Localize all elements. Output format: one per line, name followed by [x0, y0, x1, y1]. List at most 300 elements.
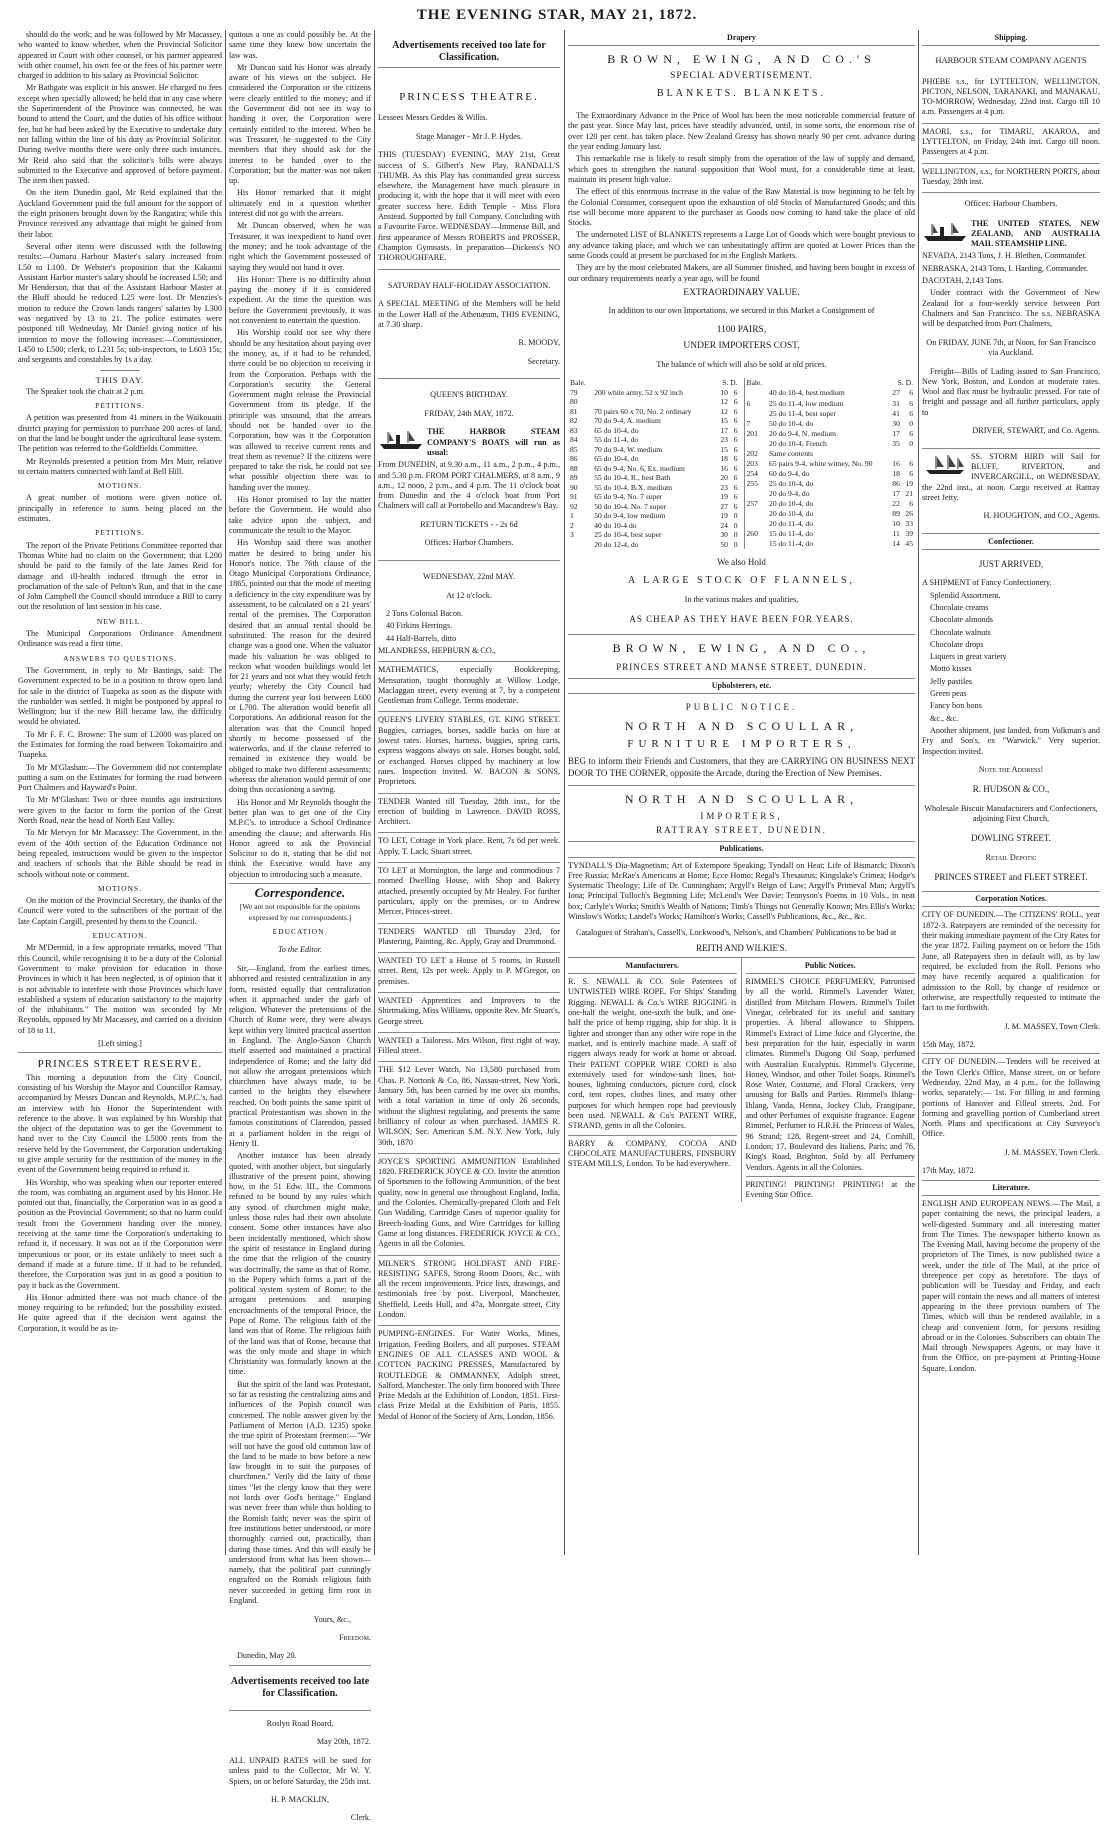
table-cell: 20: [720, 473, 728, 483]
table-row: [744, 509, 915, 519]
signer: Freedom.: [339, 1632, 371, 1642]
table-cell: 6: [733, 406, 738, 416]
table-cell: 6: [733, 435, 738, 445]
section-heading: MOTIONS.: [97, 481, 143, 491]
ad-half-holiday: [378, 270, 560, 380]
table-cell: 84: [570, 435, 578, 445]
table-cell: 22: [892, 499, 900, 508]
table-cell: 6: [909, 408, 913, 418]
small-ad: [378, 1154, 560, 1256]
paragraph: In the various makes and qualities,: [684, 594, 799, 604]
table-row: [568, 521, 740, 531]
ad-date: May 20th, 1872.: [316, 1737, 371, 1747]
firm-name: NORTH AND SCOULLAR,: [624, 718, 859, 733]
table-cell: 6: [733, 492, 738, 502]
ad-body: ALL UNPAID RATES will be sued for unless paid to the Collector, Mr W. Y. Spiers, on or before Saturday, the 25th inst.: [229, 1755, 371, 1786]
category-confectioner: Confectioner.: [922, 537, 1100, 550]
divider: [568, 634, 915, 635]
ad-body: WELLINGTON, s.s., for NORTHERN PORTS, about Tuesday, 28th inst.: [922, 166, 1100, 186]
ad-body: SS. STORM BIRD will Sail for BLUFF, RIVERTON, and INVERCARGILL, on WEDNESDAY, the 22nd inst., at noon. Cargo received at Rattray street Jetty.: [922, 451, 1100, 502]
table-row: [744, 398, 915, 408]
paragraph: His Honor admitted there was not much chance of the money requiring to be refunded; but the possibility existed. He quite agreed that if the decision went against the Corporation, it would be as in-: [18, 1292, 222, 1333]
address: PRINCES STREET and FLEET STREET.: [934, 871, 1088, 882]
table-cell: 55 do 11-4, do: [594, 435, 639, 445]
section-heading: NEW BILL.: [96, 616, 144, 626]
table-cell: 40 do 10-4, best medium: [769, 388, 845, 398]
disclaimer: [We are not responsible for the opinions expressed by our correspondents.]: [239, 902, 361, 922]
ad-role: Secretary.: [527, 356, 560, 366]
ad-offices: Offices: Harbor Chambers.: [424, 538, 514, 548]
paragraph: The balance of which will also be sold at old prices.: [656, 359, 827, 369]
table-cell: 70 pairs 60 x 70, No. 2 ordinary: [594, 406, 692, 416]
table-cell: 0: [733, 530, 738, 540]
table-cell: 19: [720, 511, 728, 521]
table-cell: 65 do 9-4, No. 7 super: [594, 492, 663, 502]
ad-date: 15th May, 1872.: [922, 1040, 976, 1050]
ad-signer: H. P. MACKLIN,: [271, 1795, 329, 1804]
paragraph: The Extraordinary Advance in the Price of Wool has been the most noticeable commercial feature of the past year. Since May last, prices have steadily advanced, until, in some sorts, the enormous rise of over 120 per cent. has taken place. New Zealand Greasy has shown nearly 90 per cent. advance during the year ending January last.: [568, 111, 915, 152]
ad-body: TENDER Wanted till Tuesday, 28th inst., for the erection of building in Lawrence. DAVID ROSS, Architect.: [378, 796, 560, 827]
firm-name: NORTH AND SCOULLAR,: [624, 792, 859, 807]
table-row: [744, 449, 915, 459]
paragraph: In addition to our own Importations, we secured in this Market a Consignment of: [608, 306, 875, 316]
table-row: [568, 416, 740, 426]
table-row: [568, 407, 740, 417]
table-cell: [568, 540, 592, 550]
table-cell: 255: [746, 478, 758, 488]
table-cell: 1: [570, 511, 574, 521]
divider: [922, 1053, 1100, 1054]
table-cell: 19: [905, 478, 913, 488]
column-1: [18, 30, 222, 1555]
price-list: [568, 378, 915, 549]
ad-signer: MLANDRESS, HEPBURN & CO.,: [378, 645, 496, 655]
ship-line: NEVADA, 2143 Tons, J. H. Blethen, Commander.: [922, 251, 1087, 261]
firm-name: R. HUDSON & CO.,: [972, 784, 1050, 795]
table-cell: 20 do 10-4, do: [769, 499, 814, 508]
list-item: &c., &c.: [930, 713, 959, 723]
late-ads-heading: Advertisements received too late for Classification.: [230, 1675, 370, 1699]
ad-brown-ewing: [568, 54, 915, 624]
firm-name: BROWN, EWING, AND CO.'S: [607, 52, 876, 67]
paragraph: Mr Bathgate was explicit in his answer. He charged no fees except when specially allowed; he held that in any case where the Superintendent of the Province was connected, he was bound to attend the Court, and the duties of his office without fee, but he had been asked by the Executive to undertake duty not falling within the line of his duty as Provincial Solicitor. During twelve months there were only three such instances. Mr Reid also said that the solicitor's bills were always submitted to the Executive and approved of before payment. The item then passed.: [18, 83, 222, 186]
table-row: [744, 519, 915, 529]
paragraph: This morning a deputation from the City Council, consisting of his Worship the Mayor and Councillor Ramsay, accompanied by Messrs Duncan and Reynolds, M.P.C.'s, had an interview with his Honor the Superintendent with reference to the above. It was explained by his Worship that the object of the deputation was to get the Government to hand over to the City Council the L5000 rents from the reserve held by the Government, the Corporation undertaking to give ample security for the restitution of the money in the event of the Government being required to refund it.: [18, 1072, 222, 1175]
section-heading: ANSWERS TO QUESTIONS.: [63, 653, 177, 663]
table-cell: 88: [570, 463, 578, 473]
ad-body: From DUNEDIN, at 9.30 a.m., 11 a.m., 2 p.m., 4 p.m., and 5.30 p.m. FROM PORT CHALMERS, at 8 a.m., 9 a.m., 12 noon, 2 p.m., and 4 p.m. The 11 o'clock boat from Dunedin and the 4 o'clock boat from Port Chalmers will call at Portobello and Macandrew's Bay.: [378, 460, 560, 511]
ad-heading: THE HARBOR STEAM COMPANY'S BOATS will run as usual:: [427, 427, 560, 457]
paragraph: The undernoted LIST of BLANKETS represents a Large Lot of Goods which were bought previous to any advance taking place, and which we can unhesitatingly affirm are quoted at Lower Prices than the same Goods could at present be purchased for in the English Markets.: [568, 230, 915, 261]
table-cell: 6: [909, 458, 913, 468]
address: PRINCES STREET AND MANSE STREET, DUNEDIN.: [616, 661, 867, 672]
paragraph: This remarkable rise is likely to result simply from the operation of the law of supply and demand, which goes to strengthen the natural supposition that Wool must, for a considerable time at least, maintain its present high value.: [568, 154, 915, 184]
table-cell: 15 do 11-4, do: [769, 529, 814, 539]
table-cell: 35: [892, 438, 900, 448]
paragraph: His Honor: There is no difficulty about paying the money if it is considered expedient. At the time the question was before the Government previously, it was not convenient to entertain the question.: [229, 274, 371, 326]
paragraph: His Worship could not see why there should be any hesitation about paying over the money, as, if it had to be refunded, there could be no objection to receiving it from the Corporation. Perhaps with the Corporation's security the General Government might release the Provincial Government from its pledge. If the principle was unsound, that the arrears should not be handed over to the Corporation, how was it the Corporation was allowed to receive current rents and treat them as revenue? If the citizens were prepared to take the risk, he could not see what possible objection there was to handing over the money.: [229, 328, 371, 492]
confectionery-list: [922, 591, 1100, 724]
paragraph: Mr Duncan observed, when he was Treasurer, it was inexpedient to hand over the money; and he took advantage of the right which the Government possessed of saying they would not hand it over.: [229, 221, 371, 272]
paragraph: Mr Duncan said his Honor was already aware of his views on the subject. He considered the Corporation or the citizens were clearly entitled to the money; and if the Government did not see its way to handing it over, the Corporation were certainly entitled to the interest. When he was Treasurer, he suggested to the City members that they should ask for the interest to be handed over to the Corporation; but the matter was not taken up.: [229, 62, 371, 186]
table-cell: 27: [892, 388, 900, 398]
table-cell: 20 do 9-4, N. medium: [769, 428, 837, 438]
table-cell: 18: [892, 468, 900, 478]
list-item: Motto kisses: [930, 664, 972, 674]
ad-north-scoullar: [568, 702, 915, 779]
table-cell: 6: [733, 454, 738, 464]
ad-body: RIMMEL'S CHOICE PERFUMERY, Patronised by all the world. Rimmel's Lavender Water, distilled from Mitcham Flowers. Rimmel's Toilet Vinegar, celebrated for its useful and sanitary properties. A liberal allowance to Shippers. Rimmel's Extract of Lime Juice and Glycerine, the best preparation for the hair, especially in warm climates. Rimmel's Dugong Oil Soap, perfumed with Australian Eucalyptus. Rimmel's Glycerine, Honey, Windsor, and other Toilet Soaps. Rimmel's Rose Water, Costume, and Floral Crackers, very amusing for Balls and Parties. Rimmel's Ihlang-Ihlang, Vanda, Henna, Jockey Club, Frangipane, and other Perfumes of exquisite fragrance. Eugene Rimmel, Perfumer to H.R.H. the Princess of Wales, 96 Strand; 128, Regent-street and 24, Cornhill, London; 17, Boulevard des Italiens, Paris; and 76, King's Road, Brighton. Sold by all Perfumery Vendors. Agents in all the Colonies.: [745, 977, 915, 1172]
category-literature: Literature.: [922, 1180, 1100, 1196]
ad-subtitle: AS CHEAP AS THEY HAVE BEEN FOR YEARS.: [629, 614, 854, 625]
ad-body: MILNER'S STRONG HOLDFAST AND FIRE-RESISTING SAFES, Strong Room Doors, &c., with all the recent improvements. Price lists, drawings, and testimonials free by post. Liverpool, Manchester, Sheffield, Leeds Hull, and 47a, Moorgate street, City London.: [378, 1258, 560, 1320]
table-row: [568, 483, 740, 493]
table-cell: 89: [570, 473, 578, 483]
masthead: THE EVENING STAR, MAY 21, 1872.: [416, 7, 698, 23]
paragraph: Wholesale Biscuit Manufacturers and Confectioners, adjoining First Church,: [924, 803, 1098, 823]
table-cell: 18: [720, 454, 728, 464]
table-cell: 21: [905, 488, 913, 498]
table-cell: 89: [892, 509, 900, 519]
ad-north-scoullar-2: [568, 794, 915, 835]
table-cell: 65 do 10-4, do: [594, 425, 639, 435]
small-ad: [378, 1256, 560, 1327]
table-cell: 90: [570, 482, 578, 492]
table-cell: 86: [892, 478, 900, 488]
table-cell: 45: [905, 539, 913, 549]
ad-queens-birthday: [378, 379, 560, 561]
table-cell: 23: [720, 435, 728, 445]
list-item: Liquers in great variety: [930, 652, 1007, 662]
ad-body: MAORI, s.s., for TIMARU, AKAROA, and LYTTELTON, on Friday, 24th inst. Cargo till noon. Passengers at 4 p.m.: [922, 126, 1100, 157]
table-header: S. D.: [722, 378, 738, 388]
ad-title: PRINCESS THEATRE.: [399, 91, 539, 103]
column-rule: [225, 30, 226, 1555]
table-cell: 39: [905, 529, 913, 539]
divider: [568, 785, 915, 786]
ad-subtitle: PUBLIC NOTICE.: [685, 702, 798, 713]
ad-title: JUST ARRIVED,: [978, 559, 1044, 570]
ad-sale: [378, 561, 560, 662]
ad-title: QUEEN'S BIRTHDAY.: [430, 390, 508, 400]
table-cell: 6: [733, 387, 738, 397]
paragraph: His Worship, who was speaking when our reporter entered the room, was combating an argument used by his Honor. He pointed out that, financially, the Corporation was in as good a position as the Provincial Government; so that no harm could result from the Government handing over the money, receiving at the same time the Corporation's undertaking to refund it, if necessary. It was not as if the Corporation were impecunious or poor, or its estate unlikely to meet such a demand if made at a future time. If it had to be refunded, therefore, the Corporation was just in as good a position to pay it back as the Government.: [18, 1177, 222, 1290]
column-rule: [564, 30, 565, 1555]
table-row: [744, 459, 915, 469]
column-rule: [918, 30, 919, 1555]
table-cell: 6: [733, 397, 738, 407]
table-cell: [744, 438, 767, 448]
ad-date: FRIDAY, 24th MAY, 1872.: [424, 408, 514, 418]
table-cell: 10: [720, 387, 728, 397]
table-cell: 20 do 10-4, French: [769, 438, 827, 448]
table-cell: 12: [720, 397, 728, 407]
firm-name: REITH AND WILKIE'S.: [696, 942, 787, 953]
ship-line: DACOTAH, 2,143 Tons.: [922, 276, 1004, 286]
paragraph: His Honor remarked that it might ultimately end in a question whether interest did not go with the arrears.: [229, 188, 371, 219]
table-cell: [744, 408, 767, 418]
table-cell: 60 do 9-4, do: [769, 468, 810, 478]
small-ad: [378, 794, 560, 834]
ad-note: Note the Address!: [978, 765, 1044, 775]
table-cell: 70 do 9-4, W. medium: [594, 444, 663, 454]
price-table-left: [568, 378, 740, 549]
ad-body: ENGLISH AND EUROPEAN NEWS.—The Mail, a paper containing the news, the principal leaders, a well-digested Summary and all interesting matter from The Times. The newspaper hitherto known as The Evening Mail, having become the property of the proprietors of The Times, is now published twice a week, under the title of The Mail, at the price of threepence per copy as heretofore. The days of publication will be Tuesday and Friday, and each paper will contain the news and all matters of interest appearing in the three previous numbers of The Times, which will thus be rendered available, in a cheap and convenient form, for persons residing abroad or in the Colonies. Subscribers can obtain The Mail through Newspapers Agents, or may have it from the Office, on pre-payment at Printing-House Square, London.: [922, 1199, 1100, 1373]
ad-subtitle: IMPORTERS,: [700, 810, 783, 821]
agents: H. HOUGHTON, and CO., Agents.: [983, 511, 1100, 521]
paragraph: To Mr F. F. C. Browne: The sum of L2000 was placed on the Estimates for forming the road between Tokomairiro and Tuapeka.: [18, 729, 222, 760]
paragraph: On the motion of the Provincial Secretary, the thanks of the Council were voted to the subscribers of the portrait of the late Captain Cargill, presented by them to the Council.: [18, 896, 222, 926]
ad-subtitle: 1100 PAIRS,: [716, 324, 767, 335]
table-row: [568, 445, 740, 455]
divider: [568, 1135, 737, 1136]
table-cell: 17: [892, 428, 900, 438]
dateline: Dunedin, May 20.: [237, 1651, 297, 1661]
table-cell: 0: [909, 418, 913, 428]
address: DOWLING STREET.: [971, 833, 1051, 844]
table-cell: 6: [733, 425, 738, 435]
table-row: [568, 492, 740, 502]
ad-subtitle: EXTRAORDINARY VALUE.: [683, 287, 800, 298]
table-cell: [744, 509, 767, 519]
steamship-icon: [378, 429, 424, 451]
category-corporation: Corporation Notices.: [922, 891, 1100, 907]
table-cell: 17: [720, 425, 728, 435]
ship-line: NEBRASKA, 2143 Tons, I. Harding, Commander.: [922, 263, 1089, 273]
ad-date: WEDNESDAY, 22nd MAY.: [423, 572, 515, 582]
section-heading: THIS DAY.: [95, 374, 145, 385]
column-2: [229, 30, 371, 1823]
ad-body: R. S. NEWALL & CO. Sole Patentees of UNTWISTED WIRE ROPE, For Ships' Standing Rigging. NEWALL & Co.'s WIRE RIGGING is one-half the weight, one-sixth the bulk, and one-half the price of hemp rigging, ship for ship. It is lighter and stronger than any other wire rope in the market, and is entirely machine made. A staff of riggers always ready for work at home or abroad. Their PATENT COPPER WIRE CORD is also extensively used for window-sash lines, hot-houses, lightning conductors, picture cord, clock cord, tent ropes, clothes lines, and many other purposes for which hempen rope had previously been used. NEWALL & Co's PATENT WIRE, STRAND, gents in all the Colonies.: [568, 977, 737, 1131]
ad-note: Retail Depots:: [985, 852, 1037, 862]
table-cell: 6: [733, 444, 738, 454]
table-cell: 6: [733, 482, 738, 492]
table-row: [568, 473, 740, 483]
table-cell: [889, 449, 902, 459]
paragraph: On FRIDAY, JUNE 7th, at Noon, for San Francisco via Auckland.: [926, 337, 1096, 358]
table-cell: 6: [909, 398, 913, 408]
table-cell: 15 do 11-4, do: [769, 539, 814, 549]
ad-signer: J. M. MASSEY, Town Clerk.: [1004, 1021, 1100, 1031]
table-row: [744, 438, 915, 448]
firm-name: BROWN, EWING, AND CO.,: [612, 640, 871, 655]
table-cell: 81: [570, 406, 578, 416]
table-cell: 6: [909, 468, 913, 478]
paragraph: A great number of motions were given notice of, principally in reference to sums being placed on the estimates.: [18, 493, 222, 524]
category-drapery: Drapery: [568, 33, 915, 46]
table-cell: Same contents: [769, 448, 814, 458]
correspondence-heading: Correspondence.: [254, 885, 346, 901]
column-5: [922, 30, 1100, 1555]
ad-body: THE $12 Lever Watch, No 13,580 purchased from Chas. P. Nortonk & Co, 86, Nassau-street, New York, January 5th, has been carried by me over six months, with a total variation in time of only 26 seconds, without the slightest regulating, and presents the same brilliancy of colour as when purchased. JAMES R. WILSON, Sec. American S.M. N.Y. New York, July 30th, 1870: [378, 1065, 560, 1147]
small-ad: [378, 662, 560, 712]
table-cell: 80: [570, 397, 578, 407]
table-cell: 50: [720, 539, 728, 549]
list-item: Chocolate drops: [930, 639, 984, 649]
table-row: [744, 479, 915, 489]
list-item: Fancy bon bons: [930, 701, 982, 711]
list-item: Splendid Assortment.: [930, 590, 1001, 600]
agents: DRIVER, STEWART, and Co. Agents.: [972, 426, 1100, 436]
ad-heading: THE UNITED STATES, NEW ZEALAND, AND AUSTRALIA MAIL STEAMSHIP LINE.: [971, 218, 1100, 249]
ad-body: WANTED a Tailoress. Mrs Wilson, first right of way, Filleul street.: [378, 1035, 560, 1056]
paragraph: Freight—Bills of Lading issued to San Francisco, New York, Boston, and London at moderate rates. Wool and flax must be hydraulic pressed. For rate of freight and passage and all further particulars, apply to: [922, 366, 1100, 417]
paragraph: The Speaker took the chair at 2 p.m.: [26, 386, 145, 396]
section-heading: MOTIONS.: [97, 883, 143, 893]
table-cell: 0: [733, 539, 738, 549]
ad-body: BARRY & COMPANY, COCOA AND CHOCOLATE MANUFACTURERS, FINSBURY STEAM MILLS, London. To be had everywhere.: [568, 1138, 737, 1169]
ad-line: Stage Manager - Mr J. P. Hydes.: [415, 131, 523, 141]
list-item: Chocolate creams: [930, 603, 989, 612]
table-row: [568, 426, 740, 436]
ad-title: SATURDAY HALF-HOLIDAY ASSOCIATION.: [387, 280, 551, 290]
table-cell: 6: [733, 473, 738, 483]
ad-brown-ewing-2: [568, 640, 915, 673]
table-row: [568, 435, 740, 445]
sign-off: Yours, &c.,: [313, 1614, 351, 1624]
small-ad: [378, 953, 560, 993]
table-cell: [744, 519, 767, 529]
table-cell: 20 do 10-4, do: [769, 509, 814, 519]
table-cell: 7: [746, 418, 751, 428]
ad-body: A SPECIAL MEETING of the Members will be held in the Lower Hall of the Athenæum, THIS EVENING, at 7.30 sharp.: [378, 299, 560, 329]
table-cell: 12: [720, 406, 728, 416]
table-cell: 6: [909, 388, 913, 398]
column-rule: [374, 30, 375, 1555]
ad-body: THIS (TUESDAY) EVENING, MAY 21st, Great success of S. Gilbert's New Play, RANDALL'S THUMB. As this Play has commanded great success elsewhere, the Management have much pleasure in producing it, with the hope that it will meet with even greater success here. Edith Temple - Miss Flora Anstead. Supported by full Company. Concluding with a Favourite Farce. WEDNESDAY—Immense Bill, and first appearance of Messrs ROBERTS and PROSSER, Champion Gymnasts. In preparation—Dickens's NO THOROUGHFARE.: [378, 150, 560, 263]
ad-date: 17th May, 1872.: [922, 1166, 976, 1176]
table-cell: 85: [570, 444, 578, 454]
divider: [100, 370, 140, 371]
table-cell: 25 do 10-4, best super: [594, 530, 662, 540]
ad-line: Lessees Messrs Geddes & Willis.: [378, 113, 488, 123]
paragraph: His Honor and Mr Reynolds thought the better plan was to get one of the City M.P.C's. to introduce a School Ordinance amending the clause; and afterwards His Honor agreed to ask the Provincial Solicitor to do it, stating that he did not think the Executive would have any objection to introducing such a measure.: [229, 797, 371, 879]
table-cell: 83: [570, 425, 578, 435]
table-row: [744, 469, 915, 479]
paragraph: Mr M'Dermid, in a few appropriate remarks, moved "That this Council, while recognising it to be a duty of the Colonial Government to make provision for education in those Provinces in which it has been neglected, is of opinion that it is not advisable to interfere with those Provinces which have established a system of education satisfactory to the majority of the inhabitants." The motion was seconded by Mr Reynolds, opposed by Mr Macassey, and carried on a division of 18 to 11.: [18, 943, 222, 1035]
paragraph: His Honor promised to lay the matter before the Government. He would also take advice upon the subject, and communicate the result to the Mayor.: [229, 495, 371, 535]
ad-subtitle: UNDER IMPORTERS COST,: [683, 341, 800, 352]
table-row: [568, 511, 740, 521]
small-ad: [378, 924, 560, 954]
price-table-right: [744, 378, 916, 549]
ad-body: MATHEMATICS, especially Bookkeeping, Mensuration, taught thoroughly at Willow Lodge, Maclaggan street, every evening at 7, by a competent Gentleman from College. Terms moderate.: [378, 665, 560, 706]
left-sitting: [Left sitting.]: [98, 1039, 142, 1049]
public-notices-section: [742, 958, 916, 1203]
paragraph: A petition was presented from 41 miners in the Waikouaiti district praying for permission to purchase 200 acres of land, on that the land be bought under the agricultural lease system. The petition was referred to the Goldfields Committee.: [18, 413, 222, 454]
table-cell: 3: [570, 530, 574, 540]
category-shipping: Shipping.: [922, 33, 1100, 46]
paragraph: The Government, in reply to Mr Bastings, said: The Government expected to be in a position to throw open land for sale in the district of Tuapeka as soon as the dispute with the runholder was settled. It might be postponed by appeal to Wellington; but if the new Bill became law, the difficulty would be obviated.: [18, 665, 222, 727]
table-cell: 26: [905, 509, 913, 519]
divider: [229, 1665, 371, 1666]
paragraph: The report of the Private Petitions Committee reported that Thomas White had no claim on the Government; that L200 should be paid to the family of the late James Reid for damage and ill-health induced through the error in proclamation of the sale of Pelton's Run, and that in the case of John Campbell the Council should introduce a Bill to carry out the resolution of last session in his case.: [18, 540, 222, 612]
ad-subtitle: BLANKETS. BLANKETS.: [657, 87, 826, 99]
table-cell: 202: [746, 448, 758, 458]
table-cell: 16: [892, 458, 900, 468]
table-cell: 10: [892, 519, 900, 529]
manufacturers-section: [568, 958, 742, 1203]
ad-body: TYNDALL'S Dia-Magnetism; Art of Extempore Speaking; Tyndall on Heat; Life of Bismarck; Dixon's Free Russia; McRae's Americans at Home; Ecce Homo; Regal's Thesaurus; Kingslake's Crimea; Hodge's Systematic Theology; Life of Dr. Cunningham; Argyll's Reign of Law; Argyll's Primeval Man; Argyll's Iona; Principal Tulloch's Beginning Life; McLeod's Wee Davie; Tennyson's Poems in 10 Vols., in neat box; Carlyle's Works; Smith's Wealth of Nations; Timb's Things not Generally Known; Mrs Ellis's Works; Winslow's Works; Landel's Works; Hamilton's Works; Cassell's Publications, &c., &c., &c.: [568, 860, 915, 921]
column-4: [568, 30, 915, 1555]
paragraph: His Worship said there was another matter he desired to bring under his Honor's notice. The 76th clause of the Otago Municipal Corporations Ordinance, 1865, pointed out that the mode of meeting a deficiency in the city expenditure was by assessment, to be calculated on a 21 years' rental of the premises. The Corporation desired that an annual rental should be substituted. The reason for the desired change was a good one. When the valuator made his valuation he was obliged to reckon what wooden buildings would let for 21 years and not what they would fetch yearly; whereby the City Council had during the current year lost between L600 or L700. The alteration would benefit all Corporations. An additional reason for the alteration was that the Council hoped shortly to become possessed of the waterworks, and if the clause referred to remained in existence they would be obliged to make two different assessments; whereas the alteration would permit of one doing thus occasioning a saving.: [229, 538, 371, 795]
mail-line-ad: [922, 216, 1100, 449]
small-ad: [378, 1033, 560, 1063]
ad-time: At 12 o'clock.: [446, 590, 492, 600]
ad-body: BEG to inform their Friends and Customers, that they are CARRYING ON BUSINESS NEXT DOOR TO THE CORNER, opposite the Arcade, during the Erection of New Premises.: [568, 756, 915, 779]
table-cell: 55 do 10-4, B.X. medium: [594, 482, 673, 492]
table-cell: 23: [720, 482, 728, 492]
table-row: [744, 539, 915, 549]
table-cell: 6: [909, 499, 913, 508]
storm-bird-ad: [922, 449, 1100, 534]
table-row: [568, 454, 740, 464]
table-cell: 65 do 10-4, do: [594, 454, 639, 464]
table-header: Bale.: [570, 378, 586, 388]
paragraph: The Municipal Corporations Ordinance Amendment Ordinance was read a first time.: [18, 629, 222, 649]
table-cell: 33: [905, 519, 913, 529]
table-header: Bale.: [746, 378, 763, 388]
ad-body: A SHIPMENT of Fancy Confectionery.: [922, 578, 1052, 588]
table-row: [568, 540, 740, 550]
list-item: Chocolate almonds: [930, 615, 993, 625]
category-manufacturers: Manufacturers.: [568, 961, 737, 974]
table-cell: 86: [570, 454, 578, 464]
table-cell: 254: [746, 468, 758, 478]
table-cell: [592, 397, 716, 407]
table-cell: 55 do 10-4, R., best Bath: [594, 473, 671, 483]
table-cell: 6: [733, 416, 738, 426]
table-row: [568, 397, 740, 407]
offices: Offices: Harbour Chambers.: [964, 199, 1058, 209]
table-cell: 31: [892, 398, 900, 408]
table-cell: 25 do 10-4, do: [769, 478, 814, 488]
ad-tickets: RETURN TICKETS - - 2s 6d: [420, 519, 518, 529]
section-heading: PRINCES STREET RESERVE.: [37, 1058, 203, 1071]
list-item: 44 Half-Barrels, ditto: [386, 633, 457, 643]
ship-ad: [922, 74, 1100, 124]
ad-theatre: [378, 78, 560, 270]
ad-signer: R. MOODY,: [518, 338, 560, 348]
table-cell: 30: [720, 530, 728, 540]
ad-subtitle: FURNITURE IMPORTERS,: [627, 738, 856, 751]
small-ad: [378, 863, 560, 923]
column-3: [378, 30, 560, 1555]
ad-body: CITY OF DUNEDIN.—Tenders will be received at the Town Clerk's Office, Manse street, on or before Wednesday, 22nd May, at 4 p.m., for the following works, separately:— 1st. For filling in and forming portions of Hanover and Filleul streets. 2nd. For forming and gravelling portion of Cumberland street North. Plans and specifications at City Surveyor's Office.: [922, 1057, 1100, 1139]
table-cell: 82: [570, 416, 578, 426]
table-cell: 50 do 10-4, No. 7 super: [594, 501, 667, 511]
table-row: [744, 529, 915, 539]
table-row: [568, 464, 740, 474]
list-item: 40 Firkins Herrings.: [386, 621, 453, 631]
paragraph: The effect of this enormous increase in the value of the Raw Material is now beginning to be felt by the Colonial Consumer, consequent upon the exhaustion of old Stocks of Manufactured Goods; and this rise will become more apparent to the purchaser as Goods now coming to hand take the place of old Stocks.: [568, 187, 915, 228]
paragraph: Several other items were discussed with the following results:—Oamaru Harbour Master's salary increased from L50 to L100. Dr Webster's proposition that the Kakanui Assistant Harbor master's salary should be increased L50; and Mr Henderson, that that of the Assistant Harbour Master at the Bluff should be reduced L25 were lost. Dr Menzies's motion to reduce the Crown lands rangers' salaries by L300 was negatived by 13 to 21. The police estimates were postponed till Wednesday, Mr Daniel giving notice of his intention to move the following increases:—Commissioner, L450 to L500; clerk, to L231 5s; sub-inspectors, to L603 15s; and sergeants and constables by 1s a day.: [18, 241, 222, 365]
category-public-notices: Public Notices.: [746, 961, 916, 974]
paragraph: On the item Dunedin gaol, Mr Reid explained that the Auckland Government paid the full amount for the support of the eight prisoners brought down by the Rangatira; while this Province received any advantage that might be gained from their labor.: [18, 188, 222, 239]
table-cell: 20 do 12-4, do: [594, 539, 639, 549]
table-cell: 65 do 9-4, No. 6, Ex. medium: [594, 463, 685, 473]
table-cell: 92: [570, 501, 578, 511]
table-cell: 257: [746, 499, 758, 508]
table-cell: 201: [746, 428, 758, 438]
sailing-ship-icon: [922, 454, 968, 476]
salutation: To the Editor.: [277, 945, 323, 955]
address: RATTRAY STREET, DUNEDIN.: [656, 824, 827, 835]
small-ad: [378, 1326, 560, 1427]
table-cell: 6: [733, 501, 738, 511]
table-cell: 15: [720, 444, 728, 454]
table-cell: 91: [570, 492, 578, 502]
